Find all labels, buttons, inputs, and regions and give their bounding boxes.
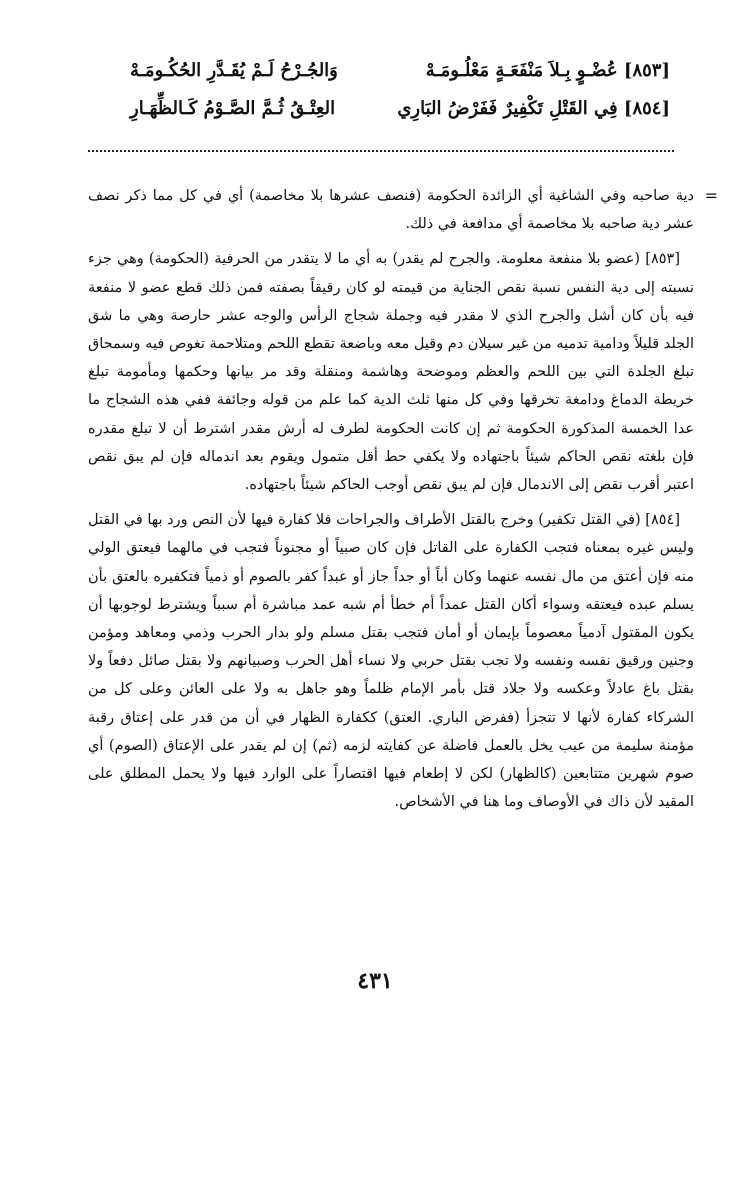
verse-853-second-hemistich: وَالجُـرْحُ لَـمْ يُقَـدَّرِ الحُكُـومَـهْ — [130, 60, 338, 81]
continuation-mark: = — [704, 186, 718, 205]
paragraph-853: [٨٥٣] (عضو بلا منفعة معلومة. والجرح لم يقدر) به أي ما لا يتقدر من الحرفية (الحكومة) وهي جزء نسبته إلى دية النفس نسبة نقص الجناية من قيمته لو كان رقيقاً بصفته فمن ذلك قطع عضو لا منفعة فيه بأن كان أشل والجرح الذي لا مقدر فيه وجملة شجاج الرأس والوجه عشر حارصة وهي ما شق الجلد قليلاً ودامية تدميه من غير سيلان دم وقيل معه وباضعة تقطع اللحم ومتلاحمة تغوص فيه وسمحاق تبلغ الجلدة التي بين اللحم والعظم وموضحة وهاشمة ومنقلة وقد مر بيانها وحكمها ومأمومة تبلغ خريطة الدماغ ودامغة تخرقها وفي كل منها ثلث الدية كما علم من قوله وجائفة ففي هذه الشجاج ما عدا الخمسة المذكورة الحكومة ثم إن كانت الحكومة لطرف له أرش مقدر اشترط أن لا تبلغ مقدره فإن بلغته نقص الحاكم شيئاً باجتهاده ولا يكفي حط أقل متمول ويقوم بعد اندماله فإن لم يبق نقص اعتبر أقرب نقص إلى الاندمال فإن لم يبق نقص أوجب الحاكم شيئاً باجتهاده. — [88, 251, 694, 494]
dotted-separator — [88, 150, 674, 152]
verse-853-first-hemistich: [٨٥٣] عُضْـوٍ بِـلاَ مَنْفَعَـةٍ مَعْلُـومَـهْ — [425, 60, 670, 81]
verse-854-first-hemistich: [٨٥٤] فِي القَتْلِ تَكْفِيرٌ فَفَرْضُ البَارِي — [397, 98, 670, 119]
verse-line-853 — [130, 52, 670, 90]
paragraph-854: [٨٥٤] (في القتل تكفير) وخرج بالقتل الأطراف والجراحات فلا كفارة فيها لأن النص ورد بها في القتل وليس غيره بمعناه فتجب الكفارة على القاتل فإن كان صبياً أو مجنوناً فتجب في مالهما فيعتق الولي منه فإن أعتق من مال نفسه عنهما وكان أباً أو جداً جاز أو عبداً كفر بالصوم أو ذمياً فتكفيره بالعتق بأن يسلم عبده فيعتقه وسواء أكان القتل عمداً أم خطأ أم شبه عمد مباشرة أم سبباً ويشترط لوجوبها أن يكون المقتول آدمياً معصوماً بإيمان أو أمان فتجب بقتل مسلم ولو بدار الحرب وذمي ومعاهد ومؤمن وجنين ورقيق نفسه ونفسه ولا تجب بقتل حربي ولا نساء أهل الحرب وصبيانهم ولا بقتل صائل دفعاً ولا بقتل باغ عادلاً وعكسه ولا جلاد قتل بأمر الإمام ظلماً وهو جاهل به ولا على العائن وعلى كل من الشركاء كفارة لأنها لا تتجزأ (ففرض الباري. العتق) ككفارة الظهار في أن من قدر على إعتاق رقبة مؤمنة سليمة من عيب يخل بالعمل فاضلة عن كفايته لزمه (ثم) إن لم يقدر على الإعتاق (الصوم) أي صوم شهرين متتابعين (كالظهار) لكن لا إطعام فيها اقتصاراً على الوارد فيها ولا يحمل المطلق على المقيد لأن ذاك في الأوصاف وما هنا في الأشخاص. — [88, 512, 694, 811]
paragraph-continuation — [88, 182, 718, 238]
commentary-body — [88, 182, 718, 816]
page-number: ٤٣١ — [357, 968, 393, 994]
verse-block — [130, 52, 670, 128]
verse-854-second-hemistich: العِتْـقُ ثُـمَّ الصَّـوْمُ كَـالظِّهَـارِ — [130, 98, 336, 119]
verse-line-854 — [130, 90, 670, 128]
paragraph-continuation-text: دية صاحبه وفي الشاغية أي الزائدة الحكومة (فنصف عشرها بلا مخاصمة) أي في كل مما ذكر نصف عشر دية صاحبه بلا مخاصمة أي مدافعة في ذلك. — [88, 188, 694, 233]
